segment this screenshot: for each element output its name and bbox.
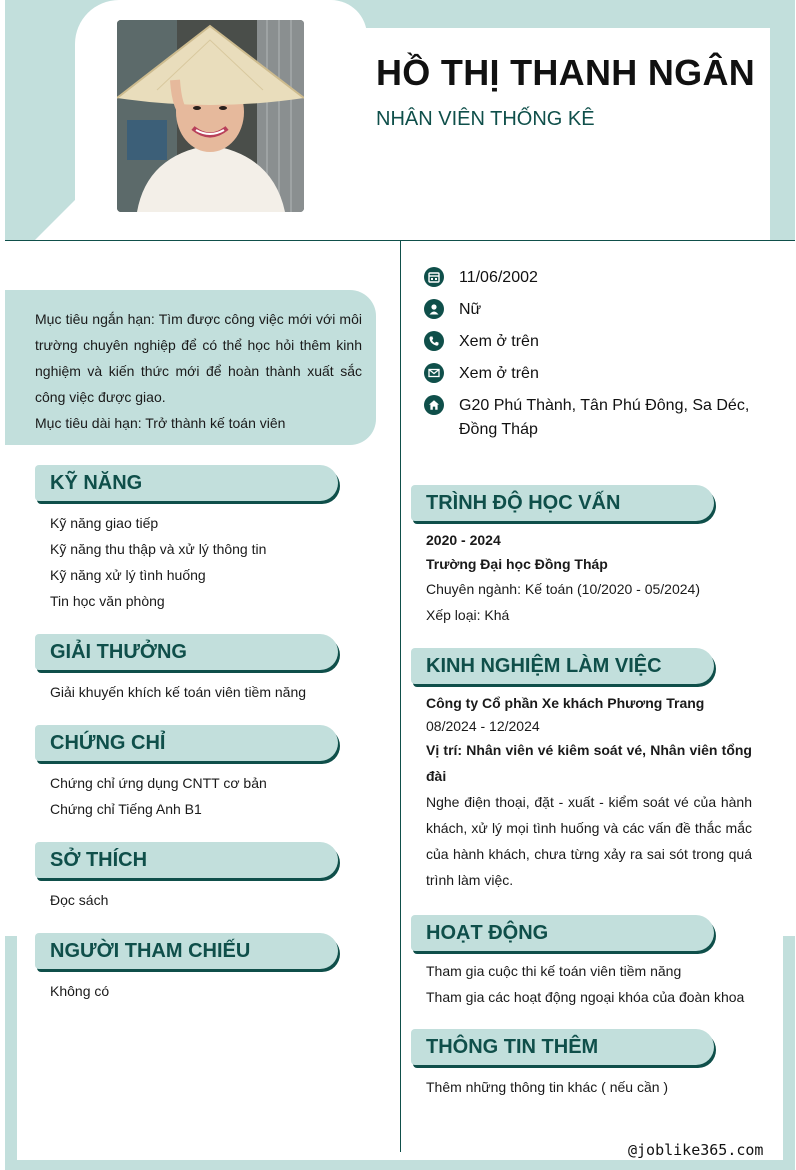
hobbies-heading: SỞ THÍCH	[35, 842, 338, 878]
contact-gender-value: Nữ	[459, 301, 482, 318]
list-item: Chứng chỉ Tiếng Anh B1	[50, 801, 202, 817]
list-item: Kỹ năng giao tiếp	[50, 515, 159, 531]
references-list	[50, 978, 370, 1004]
hobbies-list	[50, 887, 370, 913]
education-grade: Xếp loại: Khá	[426, 607, 510, 623]
education-school: Trường Đại học Đồng Tháp	[426, 556, 608, 572]
education-major: Chuyên ngành: Kế toán (10/2020 - 05/2024)	[426, 581, 700, 597]
list-item: Chứng chỉ ứng dụng CNTT cơ bản	[50, 775, 267, 791]
contact-email-value: Xem ở trên	[459, 365, 539, 382]
experience-details	[426, 691, 752, 893]
candidate-role: NHÂN VIÊN THỐNG KÊ	[376, 108, 595, 130]
awards-heading: GIẢI THƯỞNG	[35, 634, 338, 670]
list-item: Không có	[50, 983, 110, 999]
education-heading: TRÌNH ĐỘ HỌC VẤN	[411, 485, 714, 521]
objective-long-term: Mục tiêu dài hạn: Trở thành kế toán viên	[35, 415, 286, 431]
contact-gender	[424, 298, 759, 322]
certificates-heading: CHỨNG CHỈ	[35, 725, 338, 761]
list-item: Tham gia cuộc thi kế toán viên tiềm năng	[426, 963, 682, 979]
experience-description: Nghe điện thoại, đặt - xuất - kiểm soát vé của hành khách, xử lý mọi tình huống và các vấn đề thắc mắc của hành khách, chưa từng xảy ra sai sót trong quá trình làm việc.	[426, 794, 752, 888]
objective-short-term: Mục tiêu ngắn hạn: Tìm được công việc mới với môi trường chuyên nghiệp để có thể học hỏi thêm kinh nghiệm và kiến thức mới để hoàn thành xuất sắc công việc được giao.	[35, 311, 362, 405]
activities-list	[426, 958, 752, 1010]
list-item: Thêm những thông tin khác ( nếu cần )	[426, 1079, 669, 1095]
experience-heading: KINH NGHIỆM LÀM VIỆC	[411, 648, 714, 684]
contact-birthday	[424, 266, 759, 290]
footer-right-band	[783, 936, 795, 1170]
education-period: 2020 - 2024	[426, 532, 501, 548]
list-item: Kỹ năng thu thập và xử lý thông tin	[50, 541, 267, 557]
extra-info-list	[426, 1074, 752, 1100]
activities-heading: HOẠT ĐỘNG	[411, 915, 714, 951]
contact-address	[424, 394, 759, 442]
phone-icon	[424, 331, 444, 351]
candidate-name: HỒ THỊ THANH NGÂN	[376, 52, 756, 93]
home-icon	[424, 395, 444, 415]
list-item: Tin học văn phòng	[50, 593, 165, 609]
contact-address-value: G20 Phú Thành, Tân Phú Đông, Sa Déc, Đồng Tháp	[459, 397, 750, 438]
certificates-list	[50, 770, 370, 822]
experience-company: Công ty Cổ phần Xe khách Phương Trang	[426, 695, 705, 711]
experience-period: 08/2024 - 12/2024	[426, 718, 540, 734]
skills-heading: KỸ NĂNG	[35, 465, 338, 501]
column-divider	[400, 240, 401, 1152]
skills-list	[50, 510, 370, 614]
contact-birthday-value: 11/06/2002	[459, 269, 538, 286]
contact-phone-value: Xem ở trên	[459, 333, 539, 350]
list-item: Tham gia các hoạt động ngoại khóa của đoàn khoa	[426, 989, 745, 1005]
career-objective	[5, 290, 376, 445]
experience-position: Vị trí: Nhân viên vé kiêm soát vé, Nhân viên tổng đài	[426, 742, 752, 784]
references-heading: NGƯỜI THAM CHIẾU	[35, 933, 338, 969]
contact-phone	[424, 330, 759, 354]
contact-email	[424, 362, 759, 386]
education-details	[426, 528, 752, 628]
list-item: Giải khuyến khích kế toán viên tiềm năng	[50, 684, 307, 700]
awards-list	[50, 679, 370, 705]
list-item: Đọc sách	[50, 892, 109, 908]
profile-photo	[117, 20, 304, 212]
watermark: @joblike365.com	[628, 1141, 764, 1159]
email-icon	[424, 363, 444, 383]
photo-card-notch	[35, 200, 75, 240]
user-icon	[424, 299, 444, 319]
footer-left-band	[5, 936, 17, 1170]
calendar-icon	[424, 267, 444, 287]
extra-info-heading: THÔNG TIN THÊM	[411, 1029, 714, 1065]
list-item: Kỹ năng xử lý tình huống	[50, 567, 206, 583]
footer-band	[5, 1160, 795, 1170]
